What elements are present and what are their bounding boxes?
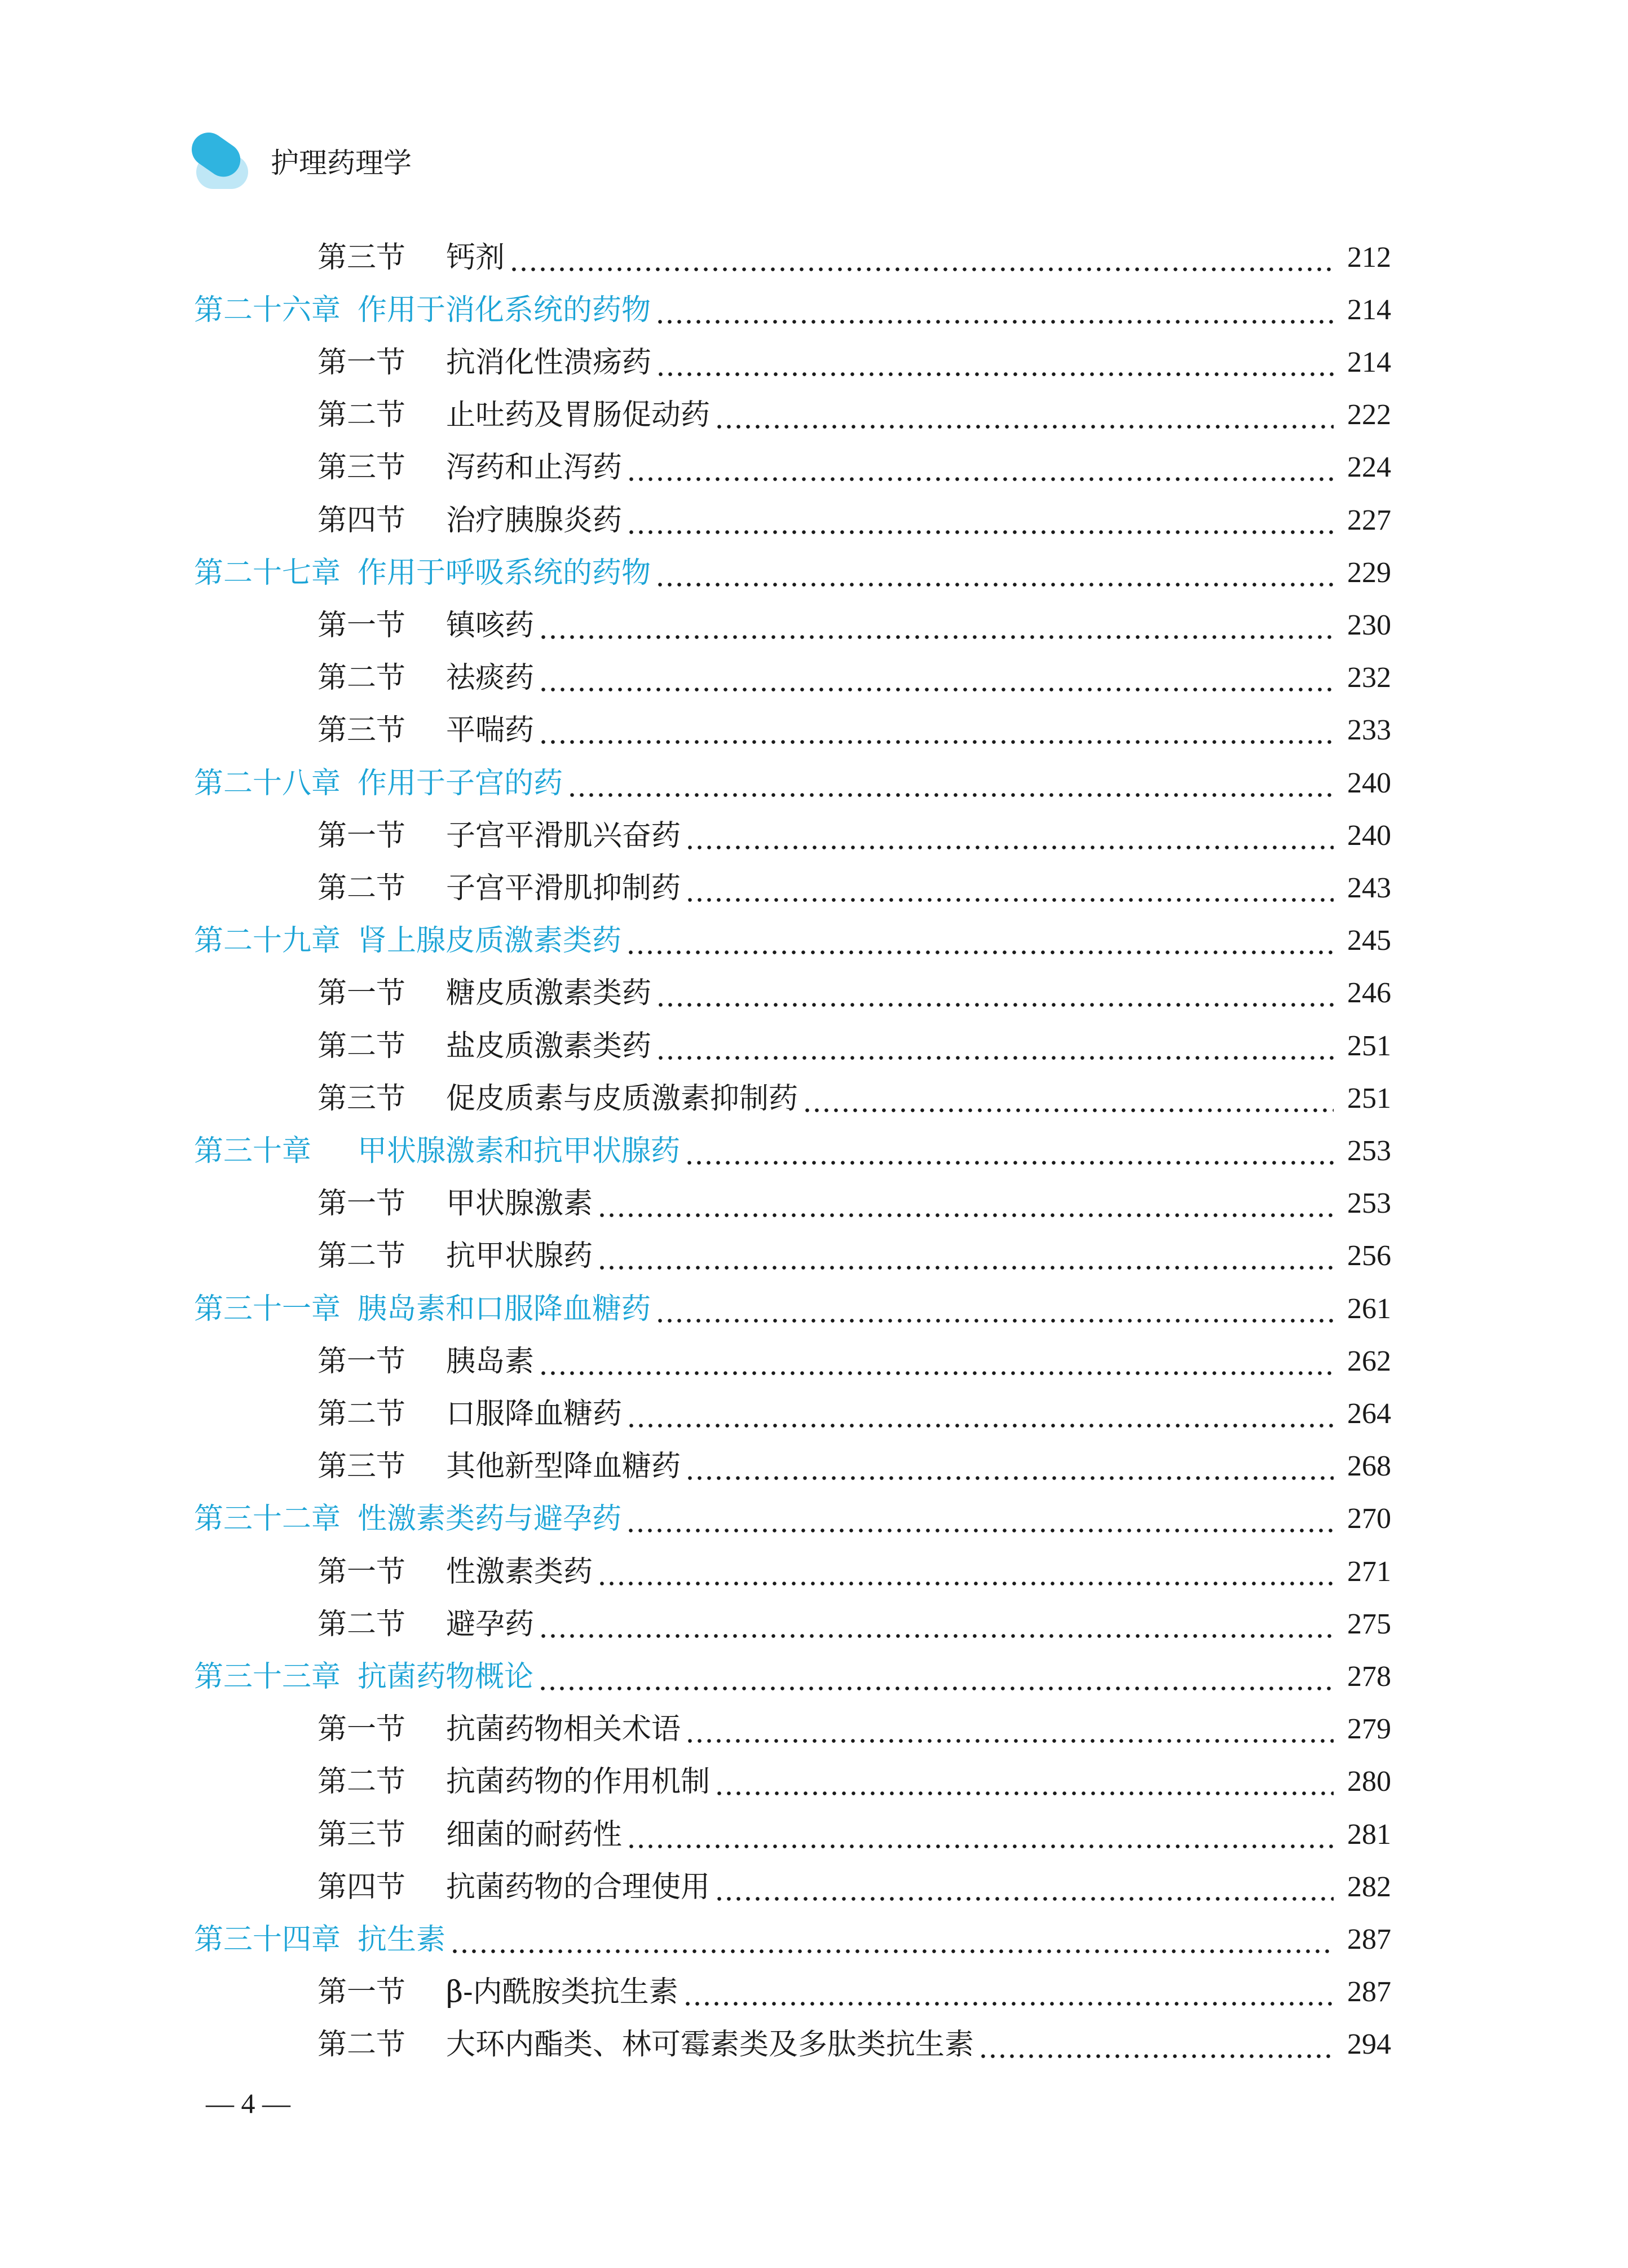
toc-entry-page: 256 <box>1347 1240 1391 1272</box>
dot-leader <box>627 506 1334 535</box>
dot-leader <box>627 1399 1334 1429</box>
toc-section-entry <box>317 1388 1391 1440</box>
toc-entry-title: 钙剂 <box>446 240 505 275</box>
toc-entry-label: 第二十八章 <box>194 766 341 800</box>
toc-entry-page: 251 <box>1347 1029 1391 1062</box>
dot-leader <box>656 1032 1334 1061</box>
toc-entry-page: 261 <box>1347 1292 1391 1325</box>
dot-leader <box>539 1347 1334 1376</box>
toc-section-entry <box>317 652 1391 704</box>
toc-section-entry <box>317 1808 1391 1861</box>
toc-entry-label: 第二节 <box>317 1765 406 1799</box>
toc-entry-page: 275 <box>1347 1608 1391 1640</box>
toc-entry-label: 第三十一章 <box>194 1292 341 1326</box>
toc-entry-page: 246 <box>1347 977 1391 1010</box>
toc-entry-title: 作用于子宫的药 <box>358 766 563 800</box>
dot-leader <box>539 663 1334 693</box>
toc-entry-title: 细菌的耐药性 <box>446 1817 623 1852</box>
page-number: — 4 — <box>206 2088 290 2119</box>
toc-chapter-entry <box>194 757 1391 809</box>
toc-entry-title: 盐皮质激素类药 <box>446 1029 652 1063</box>
dot-leader <box>450 1925 1334 1954</box>
toc-entry-page: 279 <box>1347 1713 1391 1746</box>
dot-leader <box>656 348 1334 377</box>
toc-entry-title: 抗菌药物概论 <box>358 1659 534 1694</box>
dot-leader <box>685 874 1334 903</box>
toc-entry-label: 第三节 <box>317 240 406 275</box>
toc-entry-label: 第二十九章 <box>194 924 341 958</box>
toc-section-entry <box>317 442 1391 494</box>
running-header <box>192 127 412 195</box>
toc-chapter-entry <box>194 1913 1391 1966</box>
toc-entry-page: 270 <box>1347 1503 1391 1535</box>
toc-entry-page: 230 <box>1347 609 1391 641</box>
toc-entry-page: 243 <box>1347 871 1391 904</box>
toc-entry-label: 第二十六章 <box>194 293 341 327</box>
dot-leader <box>685 821 1334 851</box>
toc-entry-title: 胰岛素和口服降血糖药 <box>358 1292 651 1326</box>
toc-entry-label: 第二节 <box>317 2028 406 2062</box>
toc-section-entry <box>317 1178 1391 1230</box>
dot-leader <box>539 716 1334 745</box>
toc-section-entry <box>317 704 1391 757</box>
dot-leader <box>685 1452 1334 1481</box>
toc-chapter-entry <box>194 1125 1391 1177</box>
toc-entry-title: 治疗胰腺炎药 <box>446 503 623 538</box>
toc-section-entry <box>317 1545 1391 1598</box>
toc-entry-title: 止吐药及胃肠促动药 <box>446 398 711 433</box>
toc-entry-title: 作用于呼吸系统的药物 <box>358 556 651 590</box>
toc-section-entry <box>317 1966 1391 2019</box>
toc-section-entry <box>317 389 1391 442</box>
dot-leader <box>802 1084 1334 1113</box>
toc-entry-label: 第四节 <box>317 1870 406 1904</box>
dot-leader <box>714 1873 1334 1902</box>
toc-section-entry <box>317 1335 1391 1388</box>
toc-entry-page: 294 <box>1347 2028 1391 2061</box>
dot-leader <box>597 1557 1334 1587</box>
toc-entry-title: 泻药和止泻药 <box>446 451 623 485</box>
dot-leader <box>597 1189 1334 1218</box>
toc-entry-page: 233 <box>1347 714 1391 747</box>
dot-leader <box>539 1610 1334 1639</box>
toc-entry-page: 214 <box>1347 293 1391 326</box>
toc-section-entry <box>317 1072 1391 1125</box>
toc-entry-page: 251 <box>1347 1082 1391 1115</box>
toc-entry-title: 促皮质素与皮质激素抑制药 <box>446 1081 798 1116</box>
toc-entry-label: 第三十四章 <box>194 1922 341 1957</box>
toc-entry-label: 第一节 <box>317 608 406 642</box>
dot-leader <box>978 2030 1334 2059</box>
toc-section-entry <box>317 1598 1391 1650</box>
toc-entry-title: 抗菌药物相关术语 <box>446 1712 681 1747</box>
dot-leader <box>683 1978 1334 2007</box>
toc-section-entry <box>317 1230 1391 1283</box>
toc-chapter-entry <box>194 547 1391 599</box>
toc-chapter-entry <box>194 1283 1391 1335</box>
toc-entry-title: 大环内酯类、林可霉素类及多肽类抗生素 <box>446 2028 974 2062</box>
toc-section-entry <box>317 1441 1391 1493</box>
dot-leader <box>685 1715 1334 1744</box>
toc-entry-title: 镇咳药 <box>446 608 535 642</box>
toc-entry-title: 甲状腺激素和抗甲状腺药 <box>358 1134 681 1168</box>
toc-section-entry <box>317 336 1391 389</box>
toc-entry-title: 祛痰药 <box>446 661 535 695</box>
toc-chapter-entry <box>194 1650 1391 1703</box>
toc-entry-page: 229 <box>1347 556 1391 589</box>
dot-leader <box>597 1241 1334 1271</box>
toc-section-entry <box>317 967 1391 1020</box>
toc-entry-label: 第一节 <box>317 818 406 853</box>
toc-entry-page: 224 <box>1347 451 1391 484</box>
toc-entry-title: 抗甲状腺药 <box>446 1239 593 1274</box>
toc-entry-label: 第二节 <box>317 1029 406 1063</box>
toc-entry-page: 287 <box>1347 1923 1391 1956</box>
toc-entry-page: 268 <box>1347 1450 1391 1483</box>
toc-entry-label: 第三十三章 <box>194 1659 341 1694</box>
toc-entry-label: 第三节 <box>317 1450 406 1484</box>
toc-entry-label: 第一节 <box>317 345 406 380</box>
toc-entry-label: 第四节 <box>317 503 406 538</box>
dot-leader <box>714 1767 1334 1796</box>
toc-entry-title: 抗消化性溃疡药 <box>446 345 652 380</box>
toc-entry-label: 第一节 <box>317 1975 406 2010</box>
toc-entry-label: 第二节 <box>317 398 406 433</box>
toc-entry-page: 214 <box>1347 346 1391 378</box>
toc-section-entry <box>317 494 1391 547</box>
dot-leader <box>567 769 1334 798</box>
toc-entry-page: 240 <box>1347 819 1391 852</box>
capsule-logo-icon <box>192 133 248 189</box>
toc-entry-page: 253 <box>1347 1134 1391 1167</box>
toc-entry-label: 第一节 <box>317 1187 406 1221</box>
toc-entry-page: 212 <box>1347 241 1391 274</box>
toc-section-entry <box>317 862 1391 914</box>
toc-entry-title: 避孕药 <box>446 1607 535 1641</box>
toc-entry-page: 278 <box>1347 1660 1391 1693</box>
toc-entry-label: 第一节 <box>317 1344 406 1379</box>
toc-entry-label: 第二节 <box>317 1239 406 1274</box>
toc-entry-page: 262 <box>1347 1345 1391 1377</box>
toc-entry-page: 281 <box>1347 1818 1391 1851</box>
dot-leader <box>539 611 1334 640</box>
toc-entry-page: 227 <box>1347 504 1391 536</box>
toc-entry-title: 性激素类药 <box>446 1554 593 1589</box>
toc-entry-title: 子宫平滑肌抑制药 <box>446 871 681 905</box>
toc-entry-label: 第二十七章 <box>194 556 341 590</box>
toc-entry-page: 282 <box>1347 1870 1391 1903</box>
toc-entry-label: 第二节 <box>317 1397 406 1431</box>
toc-entry-label: 第一节 <box>317 1554 406 1589</box>
toc-entry-title: 胰岛素 <box>446 1344 535 1379</box>
toc-entry-page: 222 <box>1347 399 1391 431</box>
dot-leader <box>509 243 1334 272</box>
toc-entry-title: 抗生素 <box>358 1922 446 1957</box>
toc-entry-label: 第一节 <box>317 1712 406 1747</box>
toc-section-entry <box>317 231 1391 284</box>
toc-entry-page: 264 <box>1347 1397 1391 1430</box>
toc-entry-title: 平喘药 <box>446 714 535 748</box>
dot-leader <box>714 400 1334 430</box>
dot-leader <box>626 1504 1334 1534</box>
toc-section-entry <box>317 1703 1391 1756</box>
toc-entry-page: 253 <box>1347 1187 1391 1220</box>
dot-leader <box>626 926 1334 955</box>
toc-entry-title: 子宫平滑肌兴奋药 <box>446 818 681 853</box>
toc-entry-title: 作用于消化系统的药物 <box>358 293 651 327</box>
toc-entry-label: 第二节 <box>317 661 406 695</box>
toc-chapter-entry <box>194 1493 1391 1545</box>
dot-leader <box>685 1137 1334 1166</box>
toc-entry-title: 肾上腺皮质激素类药 <box>358 924 622 958</box>
dot-leader <box>627 1820 1334 1849</box>
dot-leader <box>656 979 1334 1008</box>
toc-entry-label: 第三节 <box>317 714 406 748</box>
toc-section-entry <box>317 809 1391 862</box>
toc-section-entry <box>317 1861 1391 1913</box>
dot-leader <box>655 296 1334 325</box>
dot-leader <box>655 558 1334 588</box>
toc-entry-label: 第二节 <box>317 1607 406 1641</box>
toc-entry-label: 第三节 <box>317 451 406 485</box>
toc-entry-page: 245 <box>1347 924 1391 957</box>
toc-entry-page: 280 <box>1347 1765 1391 1798</box>
toc-entry-title: 抗菌药物的合理使用 <box>446 1870 711 1904</box>
toc-section-entry <box>317 599 1391 651</box>
book-title: 护理药理学 <box>271 147 412 179</box>
toc-entry-title: 口服降血糖药 <box>446 1397 623 1431</box>
toc-entry-title: 抗菌药物的作用机制 <box>446 1765 711 1799</box>
toc-entry-label: 第二节 <box>317 871 406 905</box>
toc-entry-title: 其他新型降血糖药 <box>446 1450 681 1484</box>
toc-entry-title: β-内酰胺类抗生素 <box>446 1975 678 2010</box>
toc-entry-page: 287 <box>1347 1976 1391 2009</box>
toc-entry-page: 240 <box>1347 767 1391 799</box>
toc-chapter-entry <box>194 915 1391 967</box>
toc-entry-page: 232 <box>1347 662 1391 694</box>
dot-leader <box>655 1294 1334 1324</box>
toc-entry-label: 第三十二章 <box>194 1502 341 1536</box>
toc-entry-title: 性激素类药与避孕药 <box>358 1502 622 1536</box>
toc-chapter-entry <box>194 284 1391 336</box>
dot-leader <box>538 1662 1334 1692</box>
dot-leader <box>627 453 1334 482</box>
toc-entry-label: 第三十章 <box>194 1134 312 1168</box>
toc-entry-label: 第三节 <box>317 1081 406 1116</box>
toc-entry-title: 糖皮质激素类药 <box>446 976 652 1011</box>
toc-section-entry <box>317 1756 1391 1808</box>
toc-entry-title: 甲状腺激素 <box>446 1187 593 1221</box>
toc-entry-label: 第一节 <box>317 976 406 1011</box>
toc-section-entry <box>317 2019 1391 2071</box>
toc-entry-label: 第三节 <box>317 1817 406 1852</box>
toc-section-entry <box>317 1020 1391 1072</box>
toc-entry-page: 271 <box>1347 1555 1391 1588</box>
